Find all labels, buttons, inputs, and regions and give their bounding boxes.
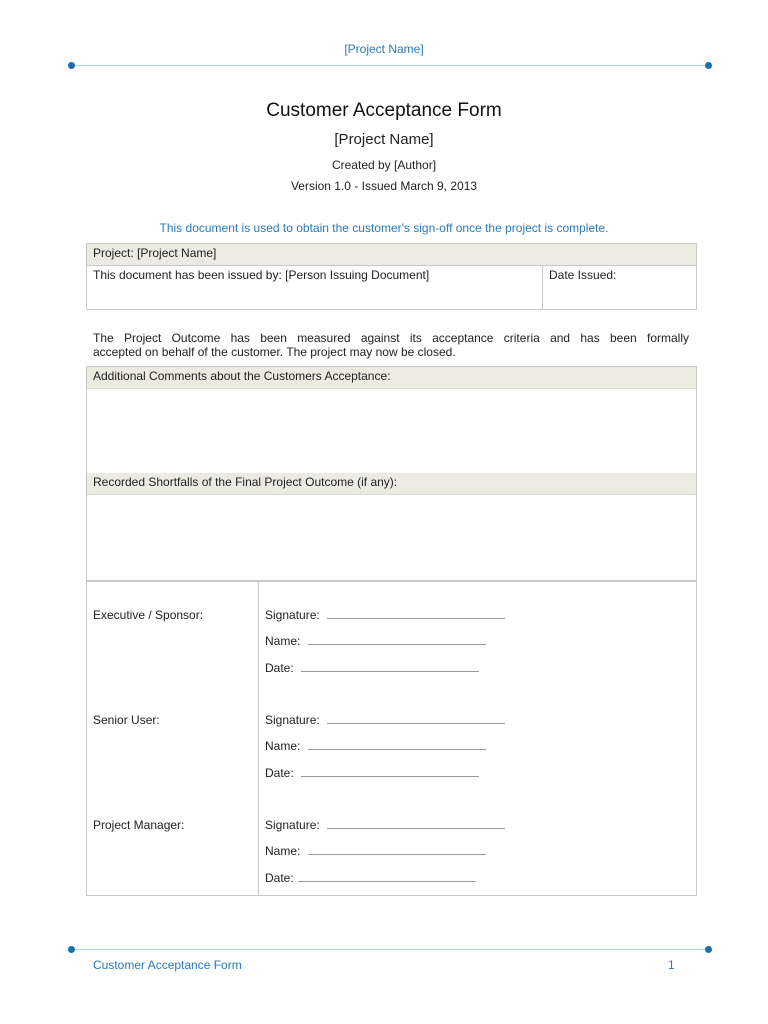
signature-line	[327, 609, 505, 619]
document-title: Customer Acceptance Form	[266, 100, 502, 121]
executive-date-field[interactable]	[265, 661, 479, 675]
acceptance-statement-line-2: accepted on behalf of the customer. The project may now be closed.	[93, 345, 456, 359]
date-label: Date:	[265, 766, 294, 780]
name-line	[308, 635, 486, 645]
signature-label: Signature:	[265, 608, 320, 622]
executive-name-field[interactable]	[265, 634, 486, 648]
shortfalls-header	[87, 473, 696, 495]
shortfalls-label: Recorded Shortfalls of the Final Project Outcome (if any):	[93, 475, 398, 489]
document-version: Version 1.0 - Issued March 9, 2013	[290, 179, 478, 193]
document-created-by: Created by [Author]	[331, 158, 437, 172]
name-line	[308, 740, 486, 750]
project-manager-name-field[interactable]	[265, 844, 486, 858]
acceptance-statement	[93, 331, 689, 359]
issued-by-label: This document has been issued by: [Person Issuing Document]	[93, 268, 430, 282]
info-table-divider	[542, 266, 543, 309]
header-rule-right-dot	[705, 62, 712, 69]
info-table-header-row	[87, 244, 696, 266]
signoff-role-senior-user: Senior User:	[93, 713, 160, 727]
shortfalls-area[interactable]	[87, 495, 696, 581]
project-manager-date-field[interactable]	[265, 871, 476, 885]
signature-line	[327, 819, 505, 829]
date-label: Date:	[265, 661, 294, 675]
additional-comments-area[interactable]	[87, 389, 696, 473]
document-intro: This document is used to obtain the customer's sign-off once the project is complete.	[159, 221, 609, 235]
senior-user-date-field[interactable]	[265, 766, 479, 780]
name-label: Name:	[265, 634, 301, 648]
additional-comments-header	[87, 367, 696, 389]
date-issued-label: Date Issued:	[549, 268, 617, 282]
signoff-table	[86, 580, 697, 896]
footer-page-number: 1	[668, 958, 675, 972]
footer-rule-right-dot	[705, 946, 712, 953]
name-label: Name:	[265, 739, 301, 753]
info-table	[86, 243, 697, 310]
signoff-role-executive-sponsor: Executive / Sponsor:	[93, 608, 204, 622]
name-label: Name:	[265, 844, 301, 858]
project-manager-signature-field[interactable]	[265, 818, 505, 832]
signature-label: Signature:	[265, 818, 320, 832]
acceptance-statement-line-1: The Project Outcome has been measured against its acceptance criteria and has been formally	[93, 331, 689, 345]
document-project-name: [Project Name]	[334, 131, 434, 148]
executive-signature-field[interactable]	[265, 608, 505, 622]
header-rule-left-dot	[68, 62, 75, 69]
date-line	[301, 767, 479, 777]
footer-document-title: Customer Acceptance Form	[93, 958, 242, 972]
header-project-name: [Project Name]	[344, 42, 424, 56]
project-label: Project: [Project Name]	[93, 246, 217, 260]
footer-rule-left-dot	[68, 946, 75, 953]
footer-rule	[75, 949, 705, 950]
name-line	[308, 845, 486, 855]
date-line	[298, 872, 476, 882]
date-line	[301, 662, 479, 672]
date-label: Date:	[265, 871, 294, 885]
senior-user-name-field[interactable]	[265, 739, 486, 753]
signoff-role-project-manager: Project Manager:	[93, 818, 185, 832]
header-rule	[75, 65, 705, 66]
additional-comments-label: Additional Comments about the Customers Acceptance:	[93, 369, 391, 383]
signoff-divider	[258, 581, 259, 895]
signature-line	[327, 714, 505, 724]
signature-label: Signature:	[265, 713, 320, 727]
comments-table	[86, 366, 697, 582]
senior-user-signature-field[interactable]	[265, 713, 505, 727]
